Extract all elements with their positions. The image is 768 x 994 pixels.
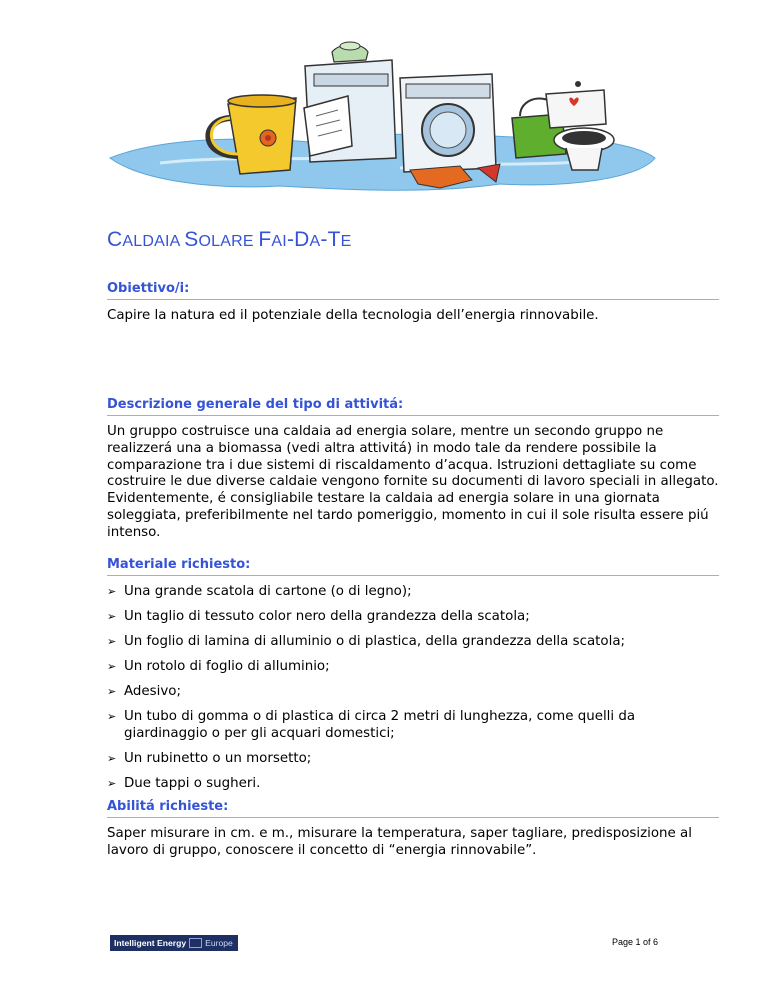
description-section <box>107 396 719 542</box>
materials-section <box>107 556 719 802</box>
list-item: ➢ Un rotolo di foglio di alluminio; <box>107 659 330 675</box>
skills-section <box>107 798 719 860</box>
document-title: CALDAIA SOLARE FAI-DA-TE <box>107 228 352 251</box>
list-item: ➢ Adesivo; <box>107 684 181 700</box>
arrow-bullet-icon: ➢ <box>107 585 117 598</box>
arrow-bullet-icon: ➢ <box>107 777 117 791</box>
materials-list <box>107 584 719 793</box>
arrow-bullet-icon: ➢ <box>107 660 117 674</box>
household-appliances-illustration <box>100 38 660 198</box>
list-item: ➢ Un taglio di tessuto color nero della grandezza della scatola; <box>107 609 530 625</box>
description-text: Un gruppo costruisce una caldaia ad energia solare, mentre un secondo gruppo ne realizzerá una a biomassa (vedi altra attivitá) in modo tale da rendere possibile la comparazione tra i due sistemi di riscaldamento d’acqua. Istruzioni dettagliate su come costruire le due diverse caldaie vengono fornite su documenti di lavoro speciali in allegato. Evidentemente, é consigliabile testare la caldaia ad energia solare in una giornata soleggiata, preferibilmente nel tardo pomeriggio, momento in cui il sole risulta essere piú intenso. <box>107 424 719 540</box>
list-item: ➢ Una grande scatola di cartone (o di legno); <box>107 584 412 599</box>
list-item: ➢ Un tubo di gomma o di plastica di circa 2 metri di lunghezza, come quelli da giardinaggio o per gli acquari domestici; <box>107 709 636 742</box>
list-item: ➢ Due tappi o sugheri. <box>107 776 261 792</box>
arrow-bullet-icon: ➢ <box>107 710 117 724</box>
arrow-bullet-icon: ➢ <box>107 752 117 766</box>
list-item: ➢ Un rubinetto o un morsetto; <box>107 751 312 767</box>
list-item: ➢ Un foglio di lamina di alluminio o di plastica, della grandezza della scatola; <box>107 634 626 650</box>
intelligent-energy-europe-logo: Intelligent Energy Europe <box>110 935 238 951</box>
eu-flag-icon <box>189 938 202 948</box>
skills-heading: Abilitá richieste: <box>107 798 719 818</box>
materials-heading: Materiale richiesto: <box>107 556 719 576</box>
objective-section <box>107 280 719 325</box>
arrow-bullet-icon: ➢ <box>107 685 117 699</box>
arrow-bullet-icon: ➢ <box>107 635 117 649</box>
page-number: Page 1 of 6 <box>611 937 658 947</box>
skills-text: Saper misurare in cm. e m., misurare la temperatura, saper tagliare, predisposizione al lavoro di gruppo, conoscere il concetto di “energia rinnovabile”. <box>107 826 692 858</box>
description-heading: Descrizione generale del tipo di attivitá: <box>107 396 719 416</box>
objective-heading: Obiettivo/i: <box>107 280 719 300</box>
arrow-bullet-icon: ➢ <box>107 610 117 624</box>
objective-text: Capire la natura ed il potenziale della tecnologia dell’energia rinnovabile. <box>107 308 599 323</box>
